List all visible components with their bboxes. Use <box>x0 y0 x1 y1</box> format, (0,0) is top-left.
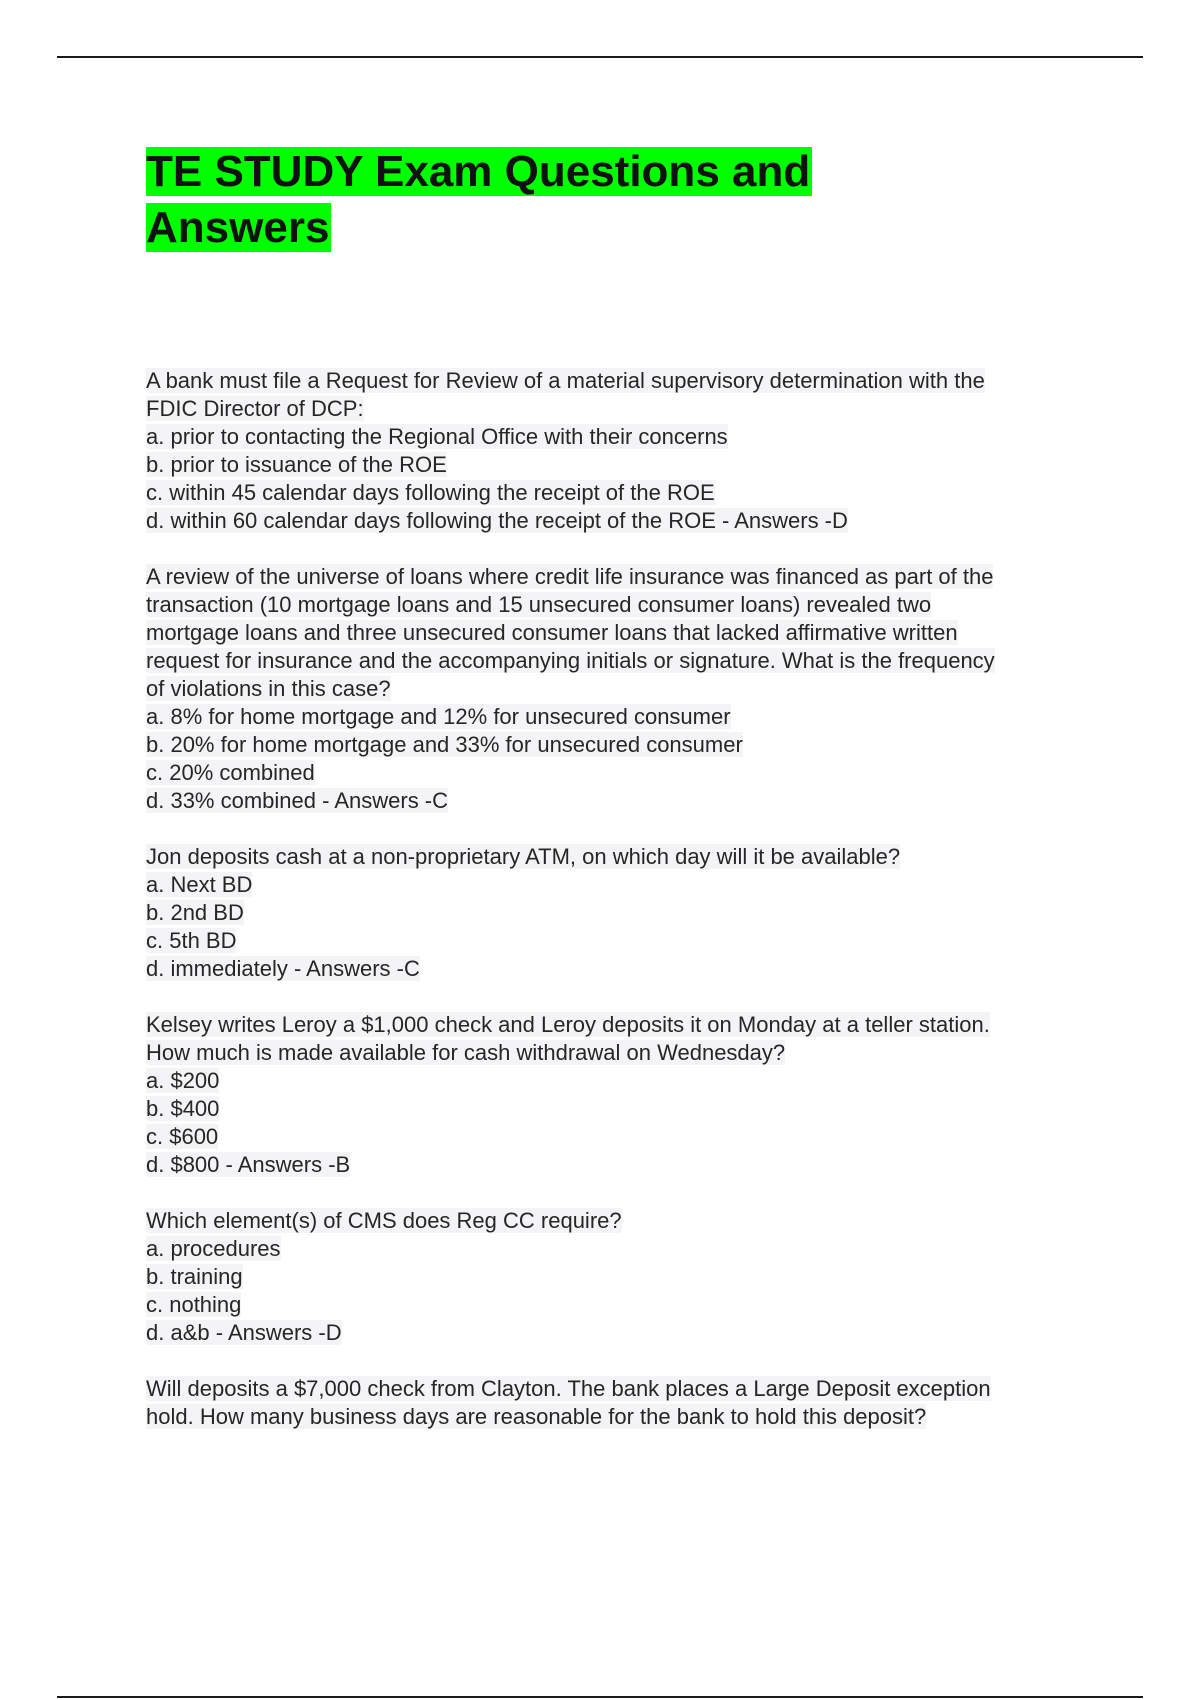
question-line-text: a. prior to contacting the Regional Office with their concerns <box>146 424 728 449</box>
question-text <box>146 367 1106 395</box>
question-text <box>146 1011 1106 1039</box>
question-line <box>146 1123 1106 1151</box>
question-line <box>146 1235 1106 1263</box>
question-line-text: FDIC Director of DCP: <box>146 396 364 421</box>
question-line <box>146 1403 1106 1431</box>
bottom-rule <box>57 1696 1143 1698</box>
question-line-text: b. $400 <box>146 1096 220 1121</box>
question-line <box>146 703 1106 731</box>
question-line <box>146 1263 1106 1291</box>
question-line-text: d. within 60 calendar days following the receipt of the ROE - Answers -D <box>146 508 848 533</box>
question-line <box>146 675 1106 703</box>
question-line-text: c. 5th BD <box>146 928 237 953</box>
question-line <box>146 1151 1106 1179</box>
question-line-text: Kelsey writes Leroy a $1,000 check and Leroy deposits it on Monday at a teller station. <box>146 1012 990 1037</box>
question-block <box>146 1207 1106 1347</box>
question-text <box>146 1375 1106 1403</box>
question-line <box>146 395 1106 423</box>
question-text <box>146 563 1106 591</box>
question-line <box>146 591 1106 619</box>
question-line-text: of violations in this case? <box>146 676 391 701</box>
question-line-text: c. 20% combined <box>146 760 315 785</box>
question-line <box>146 927 1106 955</box>
question-line-text: A review of the universe of loans where credit life insurance was financed as part of the <box>146 564 994 589</box>
question-line-text: a. procedures <box>146 1236 281 1261</box>
question-line <box>146 899 1106 927</box>
question-line-text: Will deposits a $7,000 check from Clayton. The bank places a Large Deposit exception <box>146 1376 991 1401</box>
question-block <box>146 563 1106 815</box>
question-line <box>146 423 1106 451</box>
question-line-text: d. immediately - Answers -C <box>146 956 420 981</box>
question-line <box>146 871 1106 899</box>
question-line <box>146 479 1106 507</box>
question-line-text: a. Next BD <box>146 872 253 897</box>
question-line-text: b. training <box>146 1264 243 1289</box>
question-line-text: A bank must file a Request for Review of a material supervisory determination with the <box>146 368 985 393</box>
question-line <box>146 507 1106 535</box>
question-line-text: a. 8% for home mortgage and 12% for unsecured consumer <box>146 704 731 729</box>
question-line-text: a. $200 <box>146 1068 220 1093</box>
question-line-text: request for insurance and the accompanying initials or signature. What is the frequency <box>146 648 995 673</box>
question-list <box>146 367 1106 1459</box>
document-title <box>146 144 906 256</box>
question-line-text: Jon deposits cash at a non-proprietary ATM, on which day will it be available? <box>146 844 901 869</box>
question-line-text: mortgage loans and three unsecured consumer loans that lacked affirmative written <box>146 620 958 645</box>
question-line <box>146 787 1106 815</box>
question-line <box>146 1291 1106 1319</box>
question-line <box>146 1067 1106 1095</box>
question-line <box>146 1319 1106 1347</box>
question-block <box>146 843 1106 983</box>
question-line <box>146 955 1106 983</box>
question-line-text: c. within 45 calendar days following the receipt of the ROE <box>146 480 715 505</box>
question-line <box>146 1039 1106 1067</box>
question-line-text: transaction (10 mortgage loans and 15 unsecured consumer loans) revealed two <box>146 592 932 617</box>
question-line <box>146 451 1106 479</box>
question-line-text: d. a&b - Answers -D <box>146 1320 342 1345</box>
question-line-text: b. 2nd BD <box>146 900 244 925</box>
question-text <box>146 843 1106 871</box>
question-line-text: d. $800 - Answers -B <box>146 1152 351 1177</box>
question-line-text: c. $600 <box>146 1124 219 1149</box>
question-block <box>146 1011 1106 1179</box>
question-line <box>146 759 1106 787</box>
question-line-text: hold. How many business days are reasonable for the bank to hold this deposit? <box>146 1404 927 1429</box>
question-line-text: d. 33% combined - Answers -C <box>146 788 449 813</box>
question-text <box>146 1207 1106 1235</box>
question-line-text: Which element(s) of CMS does Reg CC require? <box>146 1208 622 1233</box>
question-block <box>146 1375 1106 1431</box>
question-line <box>146 731 1106 759</box>
question-line-text: How much is made available for cash withdrawal on Wednesday? <box>146 1040 786 1065</box>
top-rule <box>57 56 1143 58</box>
question-line-text: c. nothing <box>146 1292 242 1317</box>
question-line <box>146 619 1106 647</box>
document-title-text: TE STUDY Exam Questions and Answers <box>146 147 811 252</box>
question-line <box>146 647 1106 675</box>
question-line <box>146 1095 1106 1123</box>
question-block <box>146 367 1106 535</box>
question-line-text: b. 20% for home mortgage and 33% for unsecured consumer <box>146 732 743 757</box>
question-line-text: b. prior to issuance of the ROE <box>146 452 447 477</box>
